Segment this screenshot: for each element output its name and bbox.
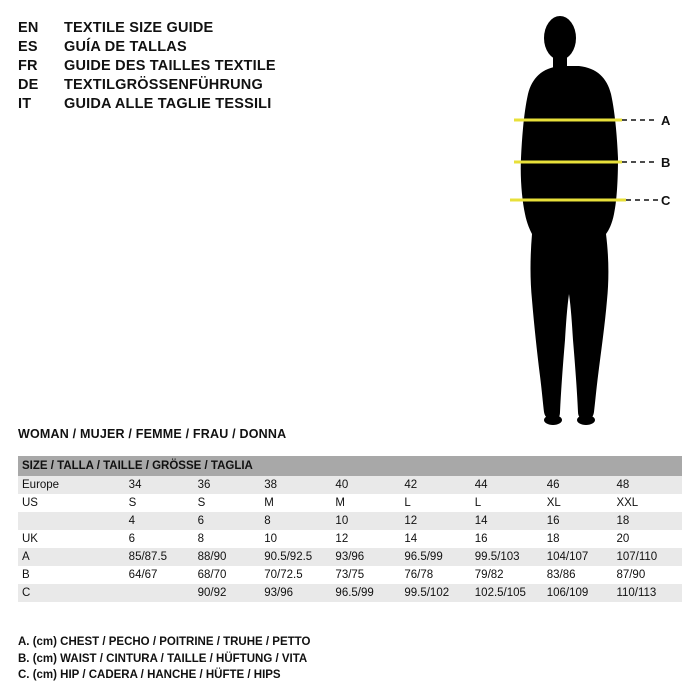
table-header-row xyxy=(18,456,682,476)
cell-a-6: 104/107 xyxy=(543,548,613,566)
cell-a-4: 96.5/99 xyxy=(400,548,470,566)
cell-c-7: 110/113 xyxy=(612,584,682,602)
cell-usnum-5: 14 xyxy=(471,512,543,530)
cell-us-5: L xyxy=(471,494,543,512)
cell-usnum-6: 16 xyxy=(543,512,613,530)
cell-europe-7: 48 xyxy=(612,476,682,494)
cell-us-3: M xyxy=(331,494,400,512)
cell-a-1: 88/90 xyxy=(194,548,261,566)
cell-europe-5: 44 xyxy=(471,476,543,494)
title-text-it: GUIDA ALLE TAGLIE TESSILI xyxy=(64,96,272,112)
row-label-b: B xyxy=(18,566,125,584)
cell-europe-3: 40 xyxy=(331,476,400,494)
cell-us-7: XXL xyxy=(612,494,682,512)
cell-europe-1: 36 xyxy=(194,476,261,494)
title-text-es: GUÍA DE TALLAS xyxy=(64,39,187,55)
title-lang-fr: FR xyxy=(18,58,38,74)
size-table xyxy=(18,456,682,602)
cell-a-2: 90.5/92.5 xyxy=(260,548,331,566)
table-row-europe xyxy=(18,476,682,494)
cell-uk-1: 8 xyxy=(194,530,261,548)
cell-us-2: M xyxy=(260,494,331,512)
cell-uk-5: 16 xyxy=(471,530,543,548)
cell-c-5: 102.5/105 xyxy=(471,584,543,602)
title-block xyxy=(18,20,348,115)
table-row-us xyxy=(18,494,682,512)
marker-label-b: B xyxy=(661,155,671,170)
cell-a-3: 93/96 xyxy=(331,548,400,566)
cell-a-0: 85/87.5 xyxy=(125,548,194,566)
title-row-en xyxy=(18,20,348,36)
title-row-fr xyxy=(18,58,348,74)
legend-line-a: A. (cm) CHEST / PECHO / POITRINE / TRUHE / PETTO xyxy=(18,636,311,648)
title-lang-it: IT xyxy=(18,96,32,112)
marker-label-c: C xyxy=(661,193,671,208)
marker-label-a: A xyxy=(661,113,671,128)
cell-us-6: XL xyxy=(543,494,613,512)
cell-c-2: 93/96 xyxy=(260,584,331,602)
cell-usnum-0: 4 xyxy=(125,512,194,530)
row-label-europe: Europe xyxy=(18,476,125,494)
cell-b-2: 70/72.5 xyxy=(260,566,331,584)
table-header-label: SIZE / TALLA / TAILLE / GRÖSSE / TAGLIA xyxy=(18,456,682,476)
title-text-fr: GUIDE DES TAILLES TEXTILE xyxy=(64,58,276,74)
row-label-a: A xyxy=(18,548,125,566)
title-text-en: TEXTILE SIZE GUIDE xyxy=(64,20,214,36)
cell-uk-3: 12 xyxy=(331,530,400,548)
cell-uk-2: 10 xyxy=(260,530,331,548)
cell-b-4: 76/78 xyxy=(400,566,470,584)
cell-b-7: 87/90 xyxy=(612,566,682,584)
table-row-b xyxy=(18,566,682,584)
title-text-de: TEXTILGRÖSSENFÜHRUNG xyxy=(64,77,263,93)
cell-usnum-4: 12 xyxy=(400,512,470,530)
title-lang-en: EN xyxy=(18,20,39,36)
cell-b-5: 79/82 xyxy=(471,566,543,584)
title-row-it xyxy=(18,96,348,112)
cell-c-0 xyxy=(125,584,194,602)
cell-c-1: 90/92 xyxy=(194,584,261,602)
cell-b-0: 64/67 xyxy=(125,566,194,584)
legend-line-b: B. (cm) WAIST / CINTURA / TAILLE / HÜFTUNG / VITA xyxy=(18,652,308,665)
cell-b-6: 83/86 xyxy=(543,566,613,584)
table-row-uk xyxy=(18,530,682,548)
female-silhouette-icon xyxy=(470,8,690,428)
cell-uk-6: 18 xyxy=(543,530,613,548)
cell-europe-0: 34 xyxy=(125,476,194,494)
cell-us-1: S xyxy=(194,494,261,512)
cell-c-3: 96.5/99 xyxy=(331,584,400,602)
row-label-uk: UK xyxy=(18,530,125,548)
cell-usnum-1: 6 xyxy=(194,512,261,530)
table-row-a xyxy=(18,548,682,566)
title-row-es xyxy=(18,39,348,55)
row-label-us: US xyxy=(18,494,125,512)
cell-europe-2: 38 xyxy=(260,476,331,494)
cell-b-1: 68/70 xyxy=(194,566,261,584)
section-heading-woman: WOMAN / MUJER / FEMME / FRAU / DONNA xyxy=(18,427,287,441)
cell-c-6: 106/109 xyxy=(543,584,613,602)
cell-usnum-7: 18 xyxy=(612,512,682,530)
cell-usnum-2: 8 xyxy=(260,512,331,530)
cell-uk-0: 6 xyxy=(125,530,194,548)
measurement-figure xyxy=(470,8,690,428)
title-row-de xyxy=(18,77,348,93)
title-lang-de: DE xyxy=(18,77,39,93)
table-row-us-numeric xyxy=(18,512,682,530)
cell-a-7: 107/110 xyxy=(612,548,682,566)
cell-b-3: 73/75 xyxy=(331,566,400,584)
cell-europe-4: 42 xyxy=(400,476,470,494)
cell-usnum-3: 10 xyxy=(331,512,400,530)
title-lang-es: ES xyxy=(18,39,38,55)
measurement-legend xyxy=(18,634,310,684)
row-label-c: C xyxy=(18,584,125,602)
cell-uk-7: 20 xyxy=(612,530,682,548)
cell-us-0: S xyxy=(125,494,194,512)
cell-uk-4: 14 xyxy=(400,530,470,548)
legend-line-c: C. (cm) HIP / CADERA / HANCHE / HÜFTE / HIPS xyxy=(18,669,281,681)
table-row-c xyxy=(18,584,682,602)
row-label-us-numeric xyxy=(18,512,125,530)
cell-c-4: 99.5/102 xyxy=(400,584,470,602)
cell-europe-6: 46 xyxy=(543,476,613,494)
cell-us-4: L xyxy=(400,494,470,512)
cell-a-5: 99.5/103 xyxy=(471,548,543,566)
